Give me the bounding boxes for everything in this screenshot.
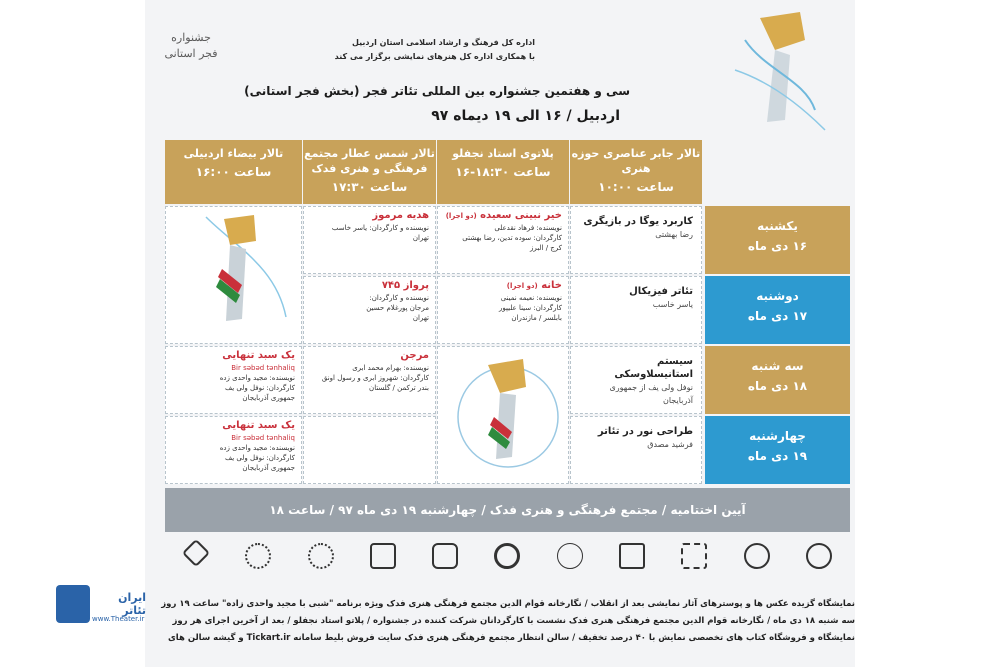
day-date: ۱۶ دی ماه (747, 239, 808, 253)
day-tuesday (705, 346, 850, 414)
sponsor-logo (234, 543, 282, 587)
show-line: نویسنده: نعیمه نمینی (500, 294, 562, 302)
show-shams-2 (303, 276, 436, 344)
sponsor-logo (670, 543, 718, 587)
statue-illustration (438, 347, 568, 483)
sponsor-logos (165, 540, 850, 590)
show-line: جمهوری آذربایجان (242, 394, 295, 402)
watermark-brand: ایران تئاتر (118, 591, 146, 617)
show-line: مرجان پورغلام حسین (366, 304, 429, 312)
day-name: یکشنبه (757, 219, 798, 233)
venue-time: ساعت ۱۷:۳۰ (331, 180, 408, 194)
festival-logo (163, 30, 219, 120)
show-line: جمهوری آذربایجان (242, 464, 295, 472)
sponsor-logo (795, 543, 843, 587)
sponsor-logo (297, 543, 345, 587)
show-najaflu-1 (437, 206, 569, 274)
show-title: خیر نبینی سعیده (دو اجرا) (445, 210, 562, 221)
workshop-host: نوفل ولی یف از جمهوری آذربایجان (609, 383, 693, 405)
venue-header-jaber (570, 140, 702, 204)
note-line: نمایشگاه گزیده عکس ها و پوسترهای آثار نمایشی بعد از انقلاب / نگارخانه قوام الدین مجتمع فرهنگی هنری فدک ویژه برنامه "شبی با مجید واحدی زاده" ساعت ۱۹ روز (161, 599, 855, 609)
workshop-monday (570, 276, 702, 344)
org-line-1: اداره کل فرهنگ و ارشاد اسلامی استان اردبیل (351, 38, 535, 47)
venue-time: ساعت ۱۰:۰۰ (598, 180, 674, 194)
note-line: نمایشگاه و فروشگاه کتاب های تخصصی نمایش با ۴۰ درصد تخفیف / سالن انتظار مجتمع فرهنگی هنری فدک سایت فروش بلیط سامانه Tickart.ir و گیشه سالن های (168, 633, 855, 643)
show-shams-3 (303, 346, 436, 414)
venue-time: ساعت ۱۶:۰۰ (195, 165, 272, 179)
venue-header-najaflu (437, 140, 569, 204)
show-line: کارگردان: شهروز ابری و رسول اونق (321, 374, 429, 382)
iran-theater-watermark (56, 585, 146, 635)
show-line: نویسنده: مجید واحدی زده (219, 374, 295, 382)
workshop-host: یاسر خاسب (652, 300, 693, 309)
schedule-table (165, 140, 850, 530)
show-line: کارگردان: سوده تدین، رضا بهشتی (462, 234, 562, 242)
statue-illustration (705, 10, 845, 140)
note-line: سه شنبه ۱۸ دی ماه / نگارخانه قوام الدین مجتمع فرهنگی هنری فدک نشست با کارگردانان شرکت کننده در جشنواره / پلاتو استاد نجفلو / بعد از آخرین اجرای هر روز (172, 616, 855, 626)
workshop-title: طراحی نور در تئاتر (597, 426, 693, 437)
show-line: تهران (412, 234, 429, 242)
sponsor-logo (733, 543, 781, 587)
workshop-title: سیستم استانیسلاوسکی (614, 356, 693, 380)
venue-name: تالار بیضاء اردبیلی (183, 147, 284, 160)
show-beiza-1 (165, 346, 302, 414)
day-name: سه شنبه (751, 359, 804, 373)
show-line: نویسنده: فرهاد نقدعلی (494, 224, 562, 232)
day-monday (705, 276, 850, 344)
sponsor-logo (421, 543, 469, 587)
workshop-host: رضا بهشتی (655, 230, 693, 239)
day-wednesday (705, 416, 850, 484)
festival-dates: اردبیل / ۱۶ الی ۱۹ دیماه ۹۷ (431, 108, 620, 124)
show-beiza-2 (165, 416, 302, 484)
sponsor-logo (546, 543, 594, 587)
festival-poster (145, 0, 855, 667)
show-title: یک سبد تنهایی (222, 420, 295, 431)
day-date: ۱۹ دی ماه (747, 449, 808, 463)
statue-cell (437, 346, 569, 484)
event-notes (161, 596, 855, 647)
venue-name: پلاتوی استاد نجفلو (452, 147, 554, 160)
closing-ceremony-banner: آیین اختتامیه / مجتمع فرهنگی و هنری فدک / چهارشنبه ۱۹ دی ماه ۹۷ / ساعت ۱۸ (165, 488, 850, 532)
show-line: نویسنده و کارگردان: (369, 294, 429, 302)
festival-title: سی و هفتمین جشنواره بین المللی تئاتر فجر (بخش فجر استانی) (244, 84, 630, 98)
day-name: چهارشنبه (749, 429, 806, 443)
show-title: مرجن (400, 350, 429, 361)
iran-theater-logo-icon (56, 585, 90, 623)
day-date: ۱۸ دی ماه (747, 379, 808, 393)
venue-name: تالار جابر عناصری حوزه هنری (571, 147, 701, 175)
show-line: نویسنده: مجید واحدی زده (219, 444, 295, 452)
show-title: پرواز ۷۴۵ (381, 280, 429, 291)
show-title: هدیه مرموز (372, 210, 429, 221)
watermark-url[interactable]: www.Theater.ir (92, 615, 145, 623)
workshop-tuesday (570, 346, 702, 414)
workshop-title: تئاتر فیزیکال (629, 286, 693, 297)
sponsor-logo (608, 543, 656, 587)
venue-name: تالار شمس عطار مجتمع فرهنگی و هنری فدک (304, 147, 435, 175)
empty-cell (303, 416, 436, 484)
festival-logo-text: جشنواره فجر استانی (164, 31, 218, 60)
show-line: نویسنده: بهرام محمد ابری (352, 364, 429, 372)
show-line: بندر ترکمن / گلستان (369, 384, 429, 392)
show-line: بابلسر / مازندران (511, 314, 562, 322)
show-line: کارگردان: سینا علیپور (499, 304, 562, 312)
show-line: کرج / البرز (530, 244, 562, 252)
show-line: کارگردان: نوفل ولی یف (224, 384, 295, 392)
workshop-title: کاربرد یوگا در بازیگری (583, 216, 693, 227)
statue-illustration (166, 207, 301, 343)
sponsor-logo (172, 543, 220, 587)
show-latin-title: Bir səbəd tənhaliq (231, 364, 295, 372)
venue-header-beiza (165, 140, 302, 204)
show-latin-title: Bir səbəd tənhaliq (231, 434, 295, 442)
day-date: ۱۷ دی ماه (747, 309, 808, 323)
show-najaflu-2 (437, 276, 569, 344)
sponsor-logo (483, 543, 531, 587)
workshop-sunday (570, 206, 702, 274)
statue-cell (165, 206, 302, 344)
workshop-host: فرشید مصدق (647, 440, 693, 449)
day-name: دوشنبه (756, 289, 799, 303)
sponsor-logo (359, 543, 407, 587)
show-title: خانه (دو اجرا) (506, 280, 562, 291)
org-line-2: با همکاری اداره کل هنرهای نمایشی برگزار می کند (334, 52, 535, 61)
day-sunday (705, 206, 850, 274)
show-title: یک سبد تنهایی (222, 350, 295, 361)
show-line: کارگردان: نوفل ولی یف (224, 454, 295, 462)
show-shams-1 (303, 206, 436, 274)
workshop-wednesday (570, 416, 702, 484)
show-line: نویسنده و کارگردان: یاسر خاسب (331, 224, 429, 232)
show-line: تهران (412, 314, 429, 322)
venue-header-shams (303, 140, 436, 204)
venue-time: ساعت ۱۸:۳۰-۱۶ (455, 165, 551, 179)
